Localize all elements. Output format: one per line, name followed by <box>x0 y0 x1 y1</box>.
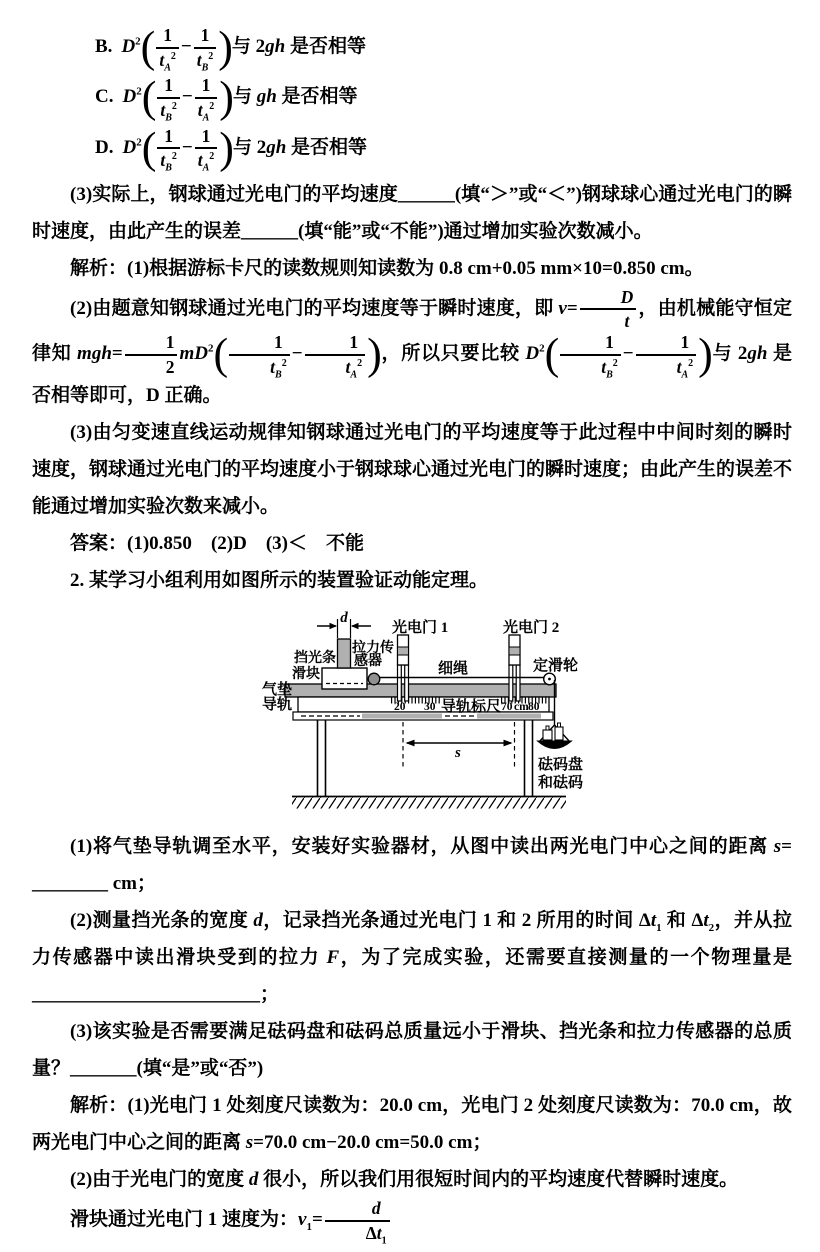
sensor-label-line2: 感器 <box>354 654 382 670</box>
ruler-mark-70: 70 <box>501 701 513 714</box>
option-d <box>95 123 792 174</box>
pulley-axle <box>548 678 551 681</box>
question-2-intro: 2. 某学习小组利用如图所示的装置验证动能定理。 <box>70 570 489 592</box>
solution2-step1: 解析：(1)光电门 1 处刻度尺读数为：20.0 cm，光电门 2 处刻度尺读数为：70.0 cm，故两光电门中心之间的距离 s=70.0 cm−20.0 cm=50.0 cm； <box>32 1095 792 1154</box>
q2-part2-text: (2)测量挡光条的宽度 d，记录挡光条通过光电门 1 和 2 所用的时间 $\Delta t_1$ 和 $\Delta t_2$，并从拉力传感器中读出滑块受到的拉力 F，为了完成实验，还需要直接测量的一个物理量是​________________________； <box>32 910 792 1006</box>
option-c <box>95 72 792 124</box>
pulley-label: 定滑轮 <box>533 658 579 675</box>
option-b-label: B. <box>95 36 113 57</box>
ground-hatch <box>292 798 566 809</box>
track-label-line2: 导轨 <box>262 697 293 714</box>
photogate2-label: 光电门 2 <box>503 620 560 637</box>
apparatus-figure <box>250 604 792 822</box>
ruler-unit-cm: cm <box>514 701 529 714</box>
shutter-label: 挡光条 <box>294 651 336 667</box>
weight-pan <box>538 723 572 749</box>
answer-line: 答案：(1)0.850 (2)D (3)＜ 不能 <box>70 533 365 555</box>
option-d-formula: $D^2$( $\frac{1}{t_B^2}$ − $\frac{1}{t_A^2}$ )与 2gh 是否相等 <box>122 123 368 174</box>
ruler-title: 导轨标尺 <box>441 699 502 716</box>
slider-label: 滑块 <box>292 667 320 683</box>
force-sensor <box>368 674 380 686</box>
solution1-step1: 解析：(1)根据游标卡尺的读数规则知读数为 0.8 cm+0.05 mm×10=0.850 cm。 <box>70 257 704 279</box>
option-c-formula: $D^2$( $\frac{1}{t_B^2}$ − $\frac{1}{t_A^2}$ )与 gh 是否相等 <box>122 72 358 124</box>
weights-label-line1: 砝码盘 <box>538 757 584 774</box>
apparatus-diagram <box>250 604 620 816</box>
q2-part1-text: (1)将气垫导轨调至水平，安装好实验器材，从图中读出两光电门中心之间的距离 s=________ cm； <box>32 836 792 895</box>
option-d-label: D. <box>95 136 114 158</box>
sensor-label-line1: 拉力传 <box>352 641 394 657</box>
ruler-mark-20: 20 <box>394 701 406 714</box>
ruler-mark-80: 80 <box>528 701 540 714</box>
photogate1-label: 光电门 1 <box>392 620 449 637</box>
option-c-label: C. <box>95 86 114 108</box>
track-lower-gray-1 <box>362 714 442 719</box>
shutter-strip <box>338 639 351 668</box>
s-label: s <box>455 745 461 762</box>
q1-part3-text: (3)实际上，钢球通过光电门的平均速度______(填“＞”或“＜”)钢球球心通过光电门的瞬时速度，由此产生的误差______(填“能”或“不能”)通过增加实验次数减小。 <box>32 183 792 242</box>
q2-part3-text: (3)该实验是否需要满足砝码盘和砝码总质量远小于滑块、挡光条和拉力传感器的总质量？_______(填“是”或“否”) <box>32 1021 792 1080</box>
ruler-mark-30: 30 <box>424 701 436 714</box>
track-label-line1: 气垫 <box>262 682 293 699</box>
slider-body <box>322 668 367 689</box>
option-b <box>95 22 792 74</box>
weights-label-line2: 和砝码 <box>538 775 584 792</box>
v1-formula-line: 滑块通过光电门 1 速度为：$v_1=$ $\frac{d}{\Delta t_1}$ <box>32 1198 792 1243</box>
option-b-formula: $D^2$( $\frac{1}{t_A^2}$ − $\frac{1}{t_B^2}$ )与 2gh 是否相等 <box>121 22 367 74</box>
solution1-step3: (3)由匀变速直线运动规律知钢球通过光电门的平均速度等于此过程中中间时刻的瞬时速度，钢球通过光电门的平均速度小于钢球球心通过光电门的瞬时速度；由此产生的误差不能通过增加实验次数来减小。 <box>32 422 793 518</box>
d-label: d <box>340 610 348 627</box>
string-label: 细绳 <box>438 661 469 678</box>
solution2-step2: (2)由于光电门的宽度 d 很小，所以我们用很短时间内的平均速度代替瞬时速度。 <box>70 1169 739 1191</box>
solution1-step2: (2)由题意知钢球通过光电门的平均速度等于瞬时速度，即 v= $\frac{D}{t}$ ，由机械能守恒定律知 mgh= $\frac{1}{2}$ $mD^2$( $\frac{1}{t_B^2}$ − $\frac{1}{t_A^2}$ )，所以只要比较 $D^2$( $\frac{1}{t_B^2}$ − $\frac{1}{t_A^2}$ )与 2gh 是否相等即可，D 正确。 <box>32 286 792 407</box>
